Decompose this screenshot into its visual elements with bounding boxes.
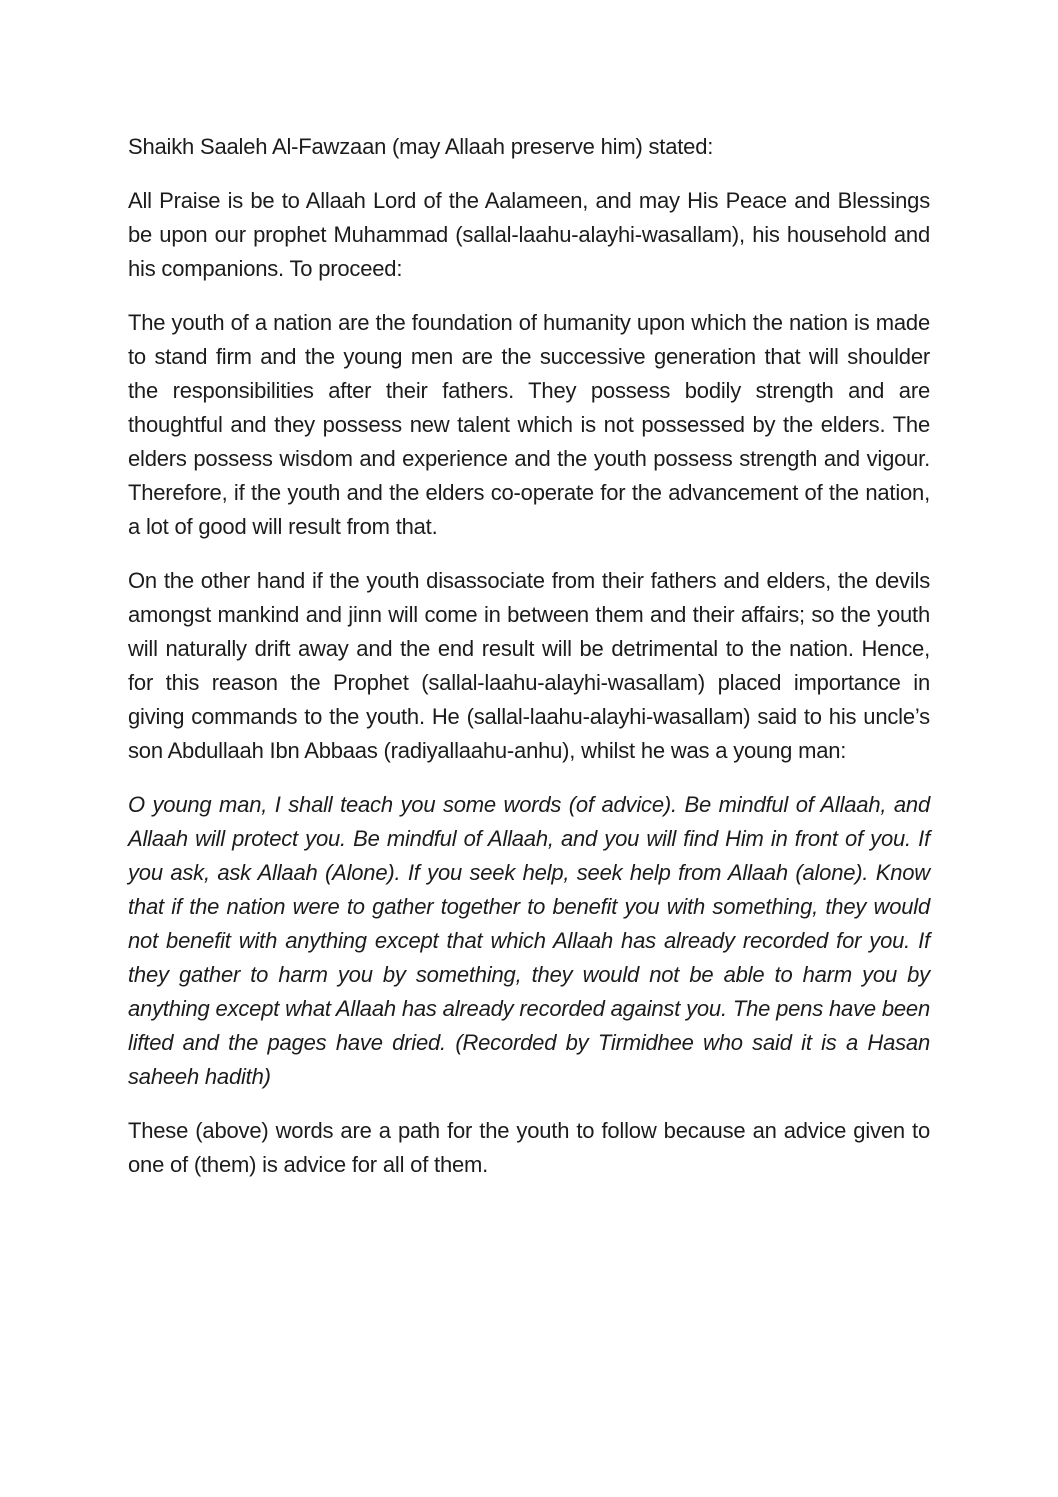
paragraph-disassociation: On the other hand if the youth disassociate from their fathers and elders, the devils amongst mankind and jinn will come in between them and their affairs; so the youth will naturally drift away and the end result will be detrimental to the nation. Hence, for this reason the Prophet (sallal-laahu-alayhi-wasallam) placed importance in giving commands to the youth. He (sallal-laahu-alayhi-wasallam) said to his uncle’s son Abdullaah Ibn Abbaas (radiyallaahu-anhu), whilst he was a young man: [128, 568, 930, 763]
paragraph-youth-foundation: The youth of a nation are the foundation of humanity upon which the nation is made to stand firm and the young men are the successive generation that will shoulder the responsibilities after their fathers. They possess bodily strength and are thoughtful and they possess new talent which is not possessed by the elders. The elders possess wisdom and experience and the youth possess strength and vigour. Therefore, if the youth and the elders co-operate for the advancement of the nation, a lot of good will result from that. [128, 310, 930, 539]
paragraph-hadith-quote: O young man, I shall teach you some words (of advice). Be mindful of Allaah, and Allaah will protect you. Be mindful of Allaah, and you will find Him in front of you. If you ask, ask Allaah (Alone). If you seek help, seek help from Allaah (alone). Know that if the nation were to gather together to benefit you with something, they would not benefit with anything except that which Allaah has already recorded for you. If they gather to harm you by something, they would not be able to harm you by anything except what Allaah has already recorded against you. The pens have been lifted and the pages have dried. (Recorded by Tirmidhee who said it is a Hasan saheeh hadith) [128, 792, 930, 1089]
paragraph-conclusion: These (above) words are a path for the youth to follow because an advice given to one of (them) is advice for all of them. [128, 1118, 930, 1177]
paragraph-opening-attribution: Shaikh Saaleh Al-Fawzaan (may Allaah preserve him) stated: [128, 134, 714, 159]
paragraph-praise: All Praise is be to Allaah Lord of the Aalameen, and may His Peace and Blessings be upon our prophet Muhammad (sallal-laahu-alayhi-wasallam), his household and his companions. To proceed: [128, 188, 930, 281]
